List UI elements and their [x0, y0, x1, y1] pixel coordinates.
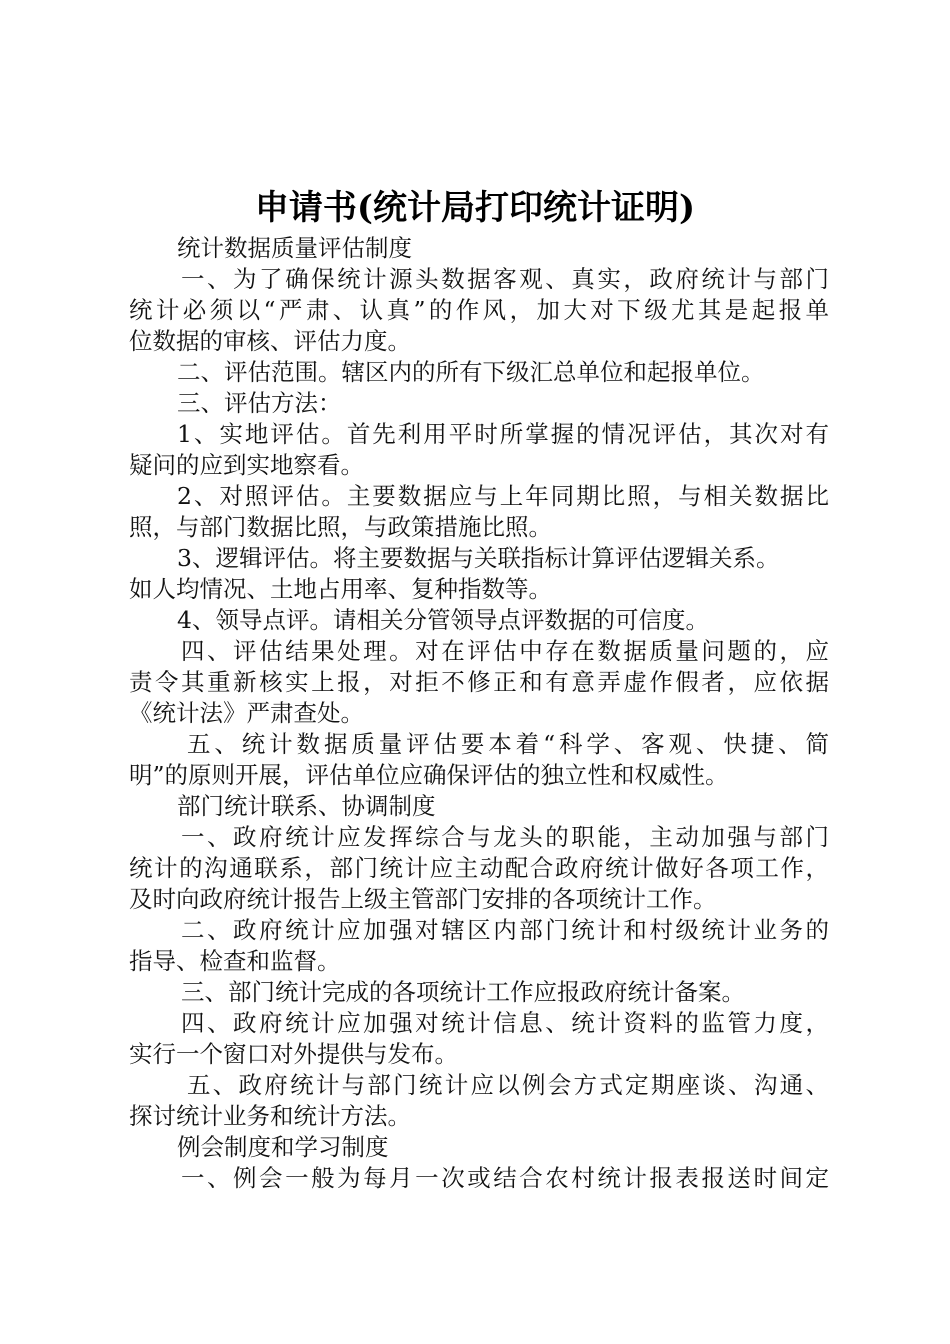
document-title: 申请书(统计局打印统计证明) — [254, 188, 696, 228]
paragraph-line: 四、评估结果处理。对在评估中存在数据质量问题的，应 — [181, 637, 829, 665]
section-heading: 统计数据质量评估制度 — [177, 234, 412, 262]
paragraph-line: 三、评估方法： — [177, 389, 342, 417]
paragraph-line: 指导、检查和监督。 — [129, 947, 341, 975]
paragraph-line: 明”的原则开展，评估单位应确保评估的独立性和权威性。 — [129, 761, 729, 789]
paragraph-line: 照，与部门数据比照，与政策措施比照。 — [129, 513, 552, 541]
paragraph-line: 位数据的审核、评估力度。 — [129, 327, 411, 355]
paragraph-line: 一、为了确保统计源头数据客观、真实，政府统计与部门 — [181, 265, 829, 293]
document-body — [129, 233, 829, 1194]
paragraph-line: 3、逻辑评估。将主要数据与关联指标计算评估逻辑关系。 — [177, 544, 780, 572]
paragraph-line: 及时向政府统计报告上级主管部门安排的各项统计工作。 — [129, 885, 717, 913]
paragraph-line: 一、例会一般为每月一次或结合农村统计报表报送时间定 — [181, 1164, 829, 1192]
paragraph-line: 五、统计数据质量评估要本着“科学、客观、快捷、简 — [187, 730, 829, 758]
paragraph-line: 实行一个窗口对外提供与发布。 — [129, 1040, 458, 1068]
paragraph-line: 统计必须以“严肃、认真”的作风，加大对下级尤其是起报单 — [129, 296, 829, 324]
section-heading: 部门统计联系、协调制度 — [177, 792, 436, 820]
paragraph-line: 1、实地评估。首先利用平时所掌握的情况评估，其次对有 — [177, 420, 829, 448]
paragraph-line: 统计的沟通联系，部门统计应主动配合政府统计做好各项工作， — [129, 854, 829, 882]
paragraph-line: 二、政府统计应加强对辖区内部门统计和村级统计业务的 — [181, 916, 829, 944]
paragraph-line: 责令其重新核实上报，对拒不修正和有意弄虚作假者，应依据 — [129, 668, 829, 696]
paragraph-line: 二、评估范围。辖区内的所有下级汇总单位和起报单位。 — [177, 358, 765, 386]
paragraph-line: 4、领导点评。请相关分管领导点评数据的可信度。 — [177, 606, 709, 634]
paragraph-line: 四、政府统计应加强对统计信息、统计资料的监管力度， — [181, 1009, 829, 1037]
paragraph-line: 五、政府统计与部门统计应以例会方式定期座谈、沟通、 — [187, 1071, 829, 1099]
paragraph-line: 《统计法》严肃查处。 — [129, 699, 364, 727]
paragraph-line: 如人均情况、土地占用率、复种指数等。 — [129, 575, 552, 603]
section-heading: 例会制度和学习制度 — [177, 1133, 389, 1161]
paragraph-line: 一、政府统计应发挥综合与龙头的职能，主动加强与部门 — [181, 823, 829, 851]
paragraph-line: 2、对照评估。主要数据应与上年同期比照，与相关数据比 — [177, 482, 829, 510]
paragraph-line: 三、部门统计完成的各项统计工作应报政府统计备案。 — [181, 978, 745, 1006]
paragraph-line: 探讨统计业务和统计方法。 — [129, 1102, 411, 1130]
paragraph-line: 疑问的应到实地察看。 — [129, 451, 364, 479]
